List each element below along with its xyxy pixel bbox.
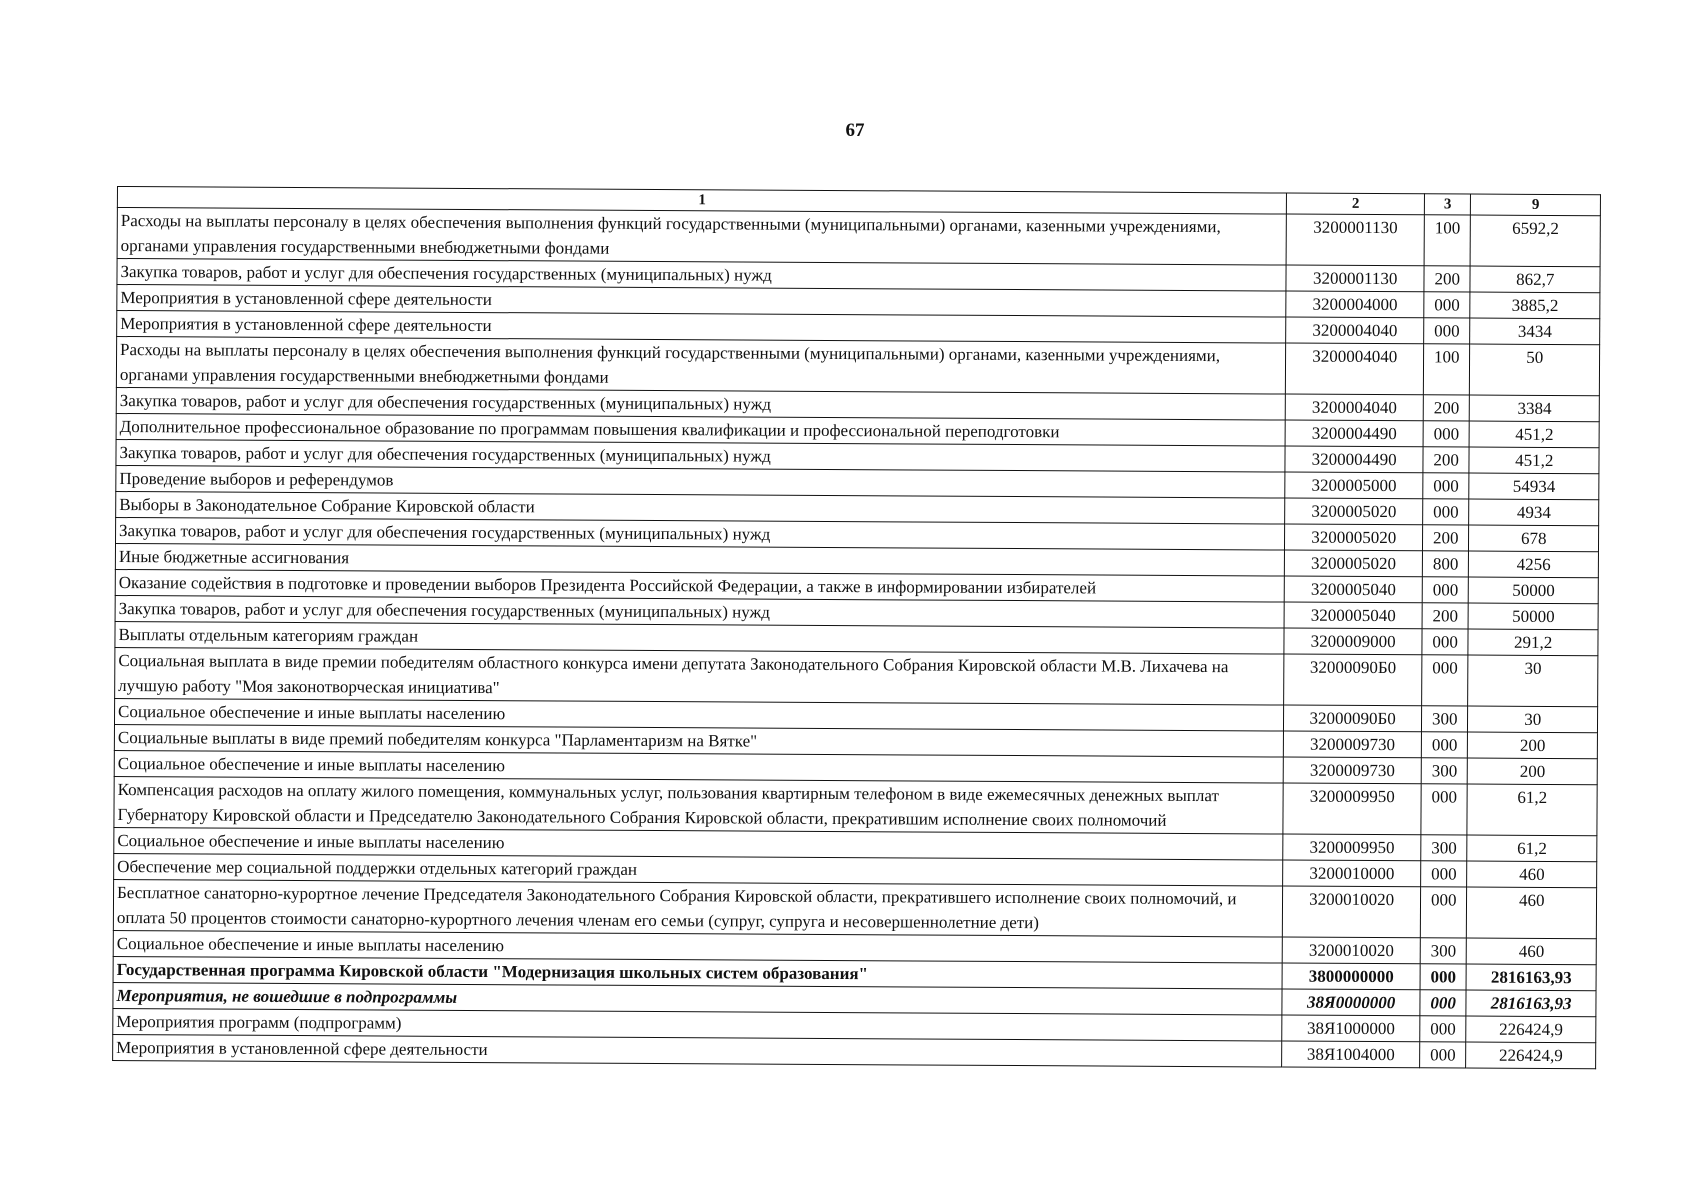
row-sum-cell: 50000 — [1469, 577, 1599, 604]
row-sum-cell: 6592,2 — [1471, 215, 1601, 267]
header-col-code: 2 — [1287, 193, 1425, 215]
row-name-cell: Государственная программа Кировской области "Модернизация школьных систем образования" — [113, 956, 1283, 989]
row-type-cell: 000 — [1424, 318, 1471, 344]
row-sum-cell: 4934 — [1469, 499, 1599, 526]
row-type-cell: 200 — [1423, 447, 1470, 473]
row-sum-cell: 50 — [1470, 344, 1600, 396]
row-name-cell: Мероприятия в установленной сфере деятельности — [117, 311, 1287, 344]
row-type-cell: 300 — [1421, 706, 1468, 732]
row-code-cell: 3200004040 — [1286, 343, 1424, 395]
row-code-cell: 3200004000 — [1286, 291, 1424, 318]
row-code-cell: 3200005040 — [1284, 602, 1422, 629]
row-sum-cell: 451,2 — [1470, 421, 1600, 448]
row-type-cell: 000 — [1420, 1016, 1467, 1042]
row-type-cell: 000 — [1423, 499, 1470, 525]
table-row — [116, 337, 1599, 396]
row-type-cell: 200 — [1422, 603, 1469, 629]
row-sum-cell: 2816163,93 — [1467, 964, 1597, 991]
row-code-cell: 3200005000 — [1285, 472, 1423, 499]
row-code-cell: 3200005020 — [1285, 550, 1423, 577]
row-code-cell: 3200001130 — [1286, 214, 1424, 266]
row-type-cell: 300 — [1420, 938, 1467, 964]
row-name-cell: Мероприятия в установленной сфере деятельности — [117, 285, 1287, 318]
row-type-cell: 200 — [1422, 525, 1469, 551]
row-type-cell: 000 — [1423, 421, 1470, 447]
row-code-cell: 38Я1000000 — [1282, 1015, 1420, 1042]
row-name-cell: Проведение выборов и референдумов — [116, 465, 1286, 498]
row-type-cell: 000 — [1421, 732, 1468, 758]
row-name-cell: Закупка товаров, работ и услуг для обеспечения государственных (муниципальных) нужд — [117, 259, 1287, 292]
row-name-cell: Дополнительное профессиональное образование по программам повышения квалификации и профессиональной переподготовки — [116, 413, 1286, 446]
row-sum-cell: 3384 — [1470, 395, 1600, 422]
row-name-cell: Социальная выплата в виде премии победителям областного конкурса имени депутата Законодательного Собрания Кировской области М.В. Лихачева на лучшую работу "Моя законотворческая инициатива" — [115, 647, 1285, 705]
row-name-cell: Обеспечение мер социальной поддержки отдельных категорий граждан — [114, 853, 1284, 886]
row-name-cell: Закупка товаров, работ и услуг для обеспечения государственных (муниципальных) нужд — [116, 387, 1286, 420]
row-code-cell: 3200009950 — [1283, 834, 1421, 861]
table-row — [114, 776, 1597, 835]
row-sum-cell: 226424,9 — [1466, 1042, 1596, 1069]
table-row — [115, 647, 1598, 706]
row-code-cell: 3200004040 — [1286, 317, 1424, 344]
row-code-cell: 3200010020 — [1283, 886, 1421, 938]
row-name-cell: Закупка товаров, работ и услуг для обеспечения государственных (муниципальных) нужд — [115, 595, 1285, 628]
row-code-cell: 3200001130 — [1286, 265, 1424, 292]
row-sum-cell: 678 — [1469, 525, 1599, 552]
row-sum-cell: 30 — [1468, 655, 1598, 707]
row-type-cell: 300 — [1421, 758, 1468, 784]
row-sum-cell: 2816163,93 — [1466, 990, 1596, 1017]
row-sum-cell: 200 — [1468, 732, 1598, 759]
row-name-cell: Компенсация расходов на оплату жилого помещения, коммунальных услуг, пользования квартирным телефоном в виде ежемесячных денежных выплат Губернатору Кировской области и Председателю Законодательного Собрания Кировской области, прекратившим исполнение своих полномочий — [114, 776, 1284, 834]
row-type-cell: 000 — [1422, 577, 1469, 603]
row-code-cell: 32000090Б0 — [1284, 705, 1422, 732]
row-sum-cell: 61,2 — [1467, 835, 1597, 862]
row-sum-cell: 30 — [1468, 706, 1598, 733]
row-code-cell: 38Я1004000 — [1282, 1041, 1420, 1068]
header-col-type: 3 — [1424, 194, 1471, 215]
row-type-cell: 300 — [1421, 835, 1468, 861]
row-name-cell: Иные бюджетные ассигнования — [115, 543, 1285, 576]
row-name-cell: Выборы в Законодательное Собрание Кировской области — [116, 491, 1286, 524]
row-sum-cell: 226424,9 — [1466, 1016, 1596, 1043]
table-row — [117, 208, 1600, 267]
row-type-cell: 000 — [1423, 473, 1470, 499]
row-code-cell: 3200010000 — [1283, 860, 1421, 887]
row-code-cell: 3200004490 — [1285, 420, 1423, 447]
row-type-cell: 000 — [1420, 1042, 1467, 1068]
row-sum-cell: 200 — [1468, 758, 1598, 785]
row-code-cell: 3200004040 — [1286, 394, 1424, 421]
row-sum-cell: 54934 — [1469, 473, 1599, 500]
row-name-cell: Социальное обеспечение и иные выплаты населению — [114, 698, 1284, 731]
row-code-cell: 3200005040 — [1285, 576, 1423, 603]
row-sum-cell: 3434 — [1470, 318, 1600, 345]
row-type-cell: 100 — [1424, 215, 1471, 266]
row-type-cell: 800 — [1422, 551, 1469, 577]
row-type-cell: 200 — [1423, 395, 1470, 421]
row-name-cell: Расходы на выплаты персоналу в целях обеспечения выполнения функций государственными (муниципальными) органами, казенными учреждениями, органами управления государственными внебюджетными фондами — [117, 208, 1287, 266]
row-type-cell: 000 — [1421, 861, 1468, 887]
row-code-cell: 3800000000 — [1282, 963, 1420, 990]
header-col-sum: 9 — [1471, 194, 1601, 216]
row-name-cell: Бесплатное санаторно-курортное лечение Председателя Законодательного Собрания Кировской области, прекратившего исполнение своих полномочий, и оплата 50 процентов стоимости санаторно-курортного лечения членам его семьи (супруг, супруга и несовершеннолетние дети) — [113, 879, 1283, 937]
row-name-cell: Социальное обеспечение и иные выплаты населению — [114, 827, 1284, 860]
row-code-cell: 3200009730 — [1284, 731, 1422, 758]
row-name-cell: Закупка товаров, работ и услуг для обеспечения государственных (муниципальных) нужд — [116, 517, 1286, 550]
row-sum-cell: 451,2 — [1469, 447, 1599, 474]
budget-table — [112, 186, 1601, 1069]
row-code-cell: 3200009950 — [1283, 783, 1421, 835]
row-name-cell: Закупка товаров, работ и услуг для обеспечения государственных (муниципальных) нужд — [116, 439, 1286, 472]
header-col-name: 1 — [117, 187, 1286, 215]
row-code-cell: 32000090Б0 — [1284, 654, 1422, 706]
row-code-cell: 3200009000 — [1284, 628, 1422, 655]
row-sum-cell: 460 — [1467, 861, 1597, 888]
row-code-cell: 38Я0000000 — [1282, 989, 1420, 1016]
table-row — [113, 879, 1596, 938]
row-type-cell: 000 — [1421, 784, 1468, 835]
row-type-cell: 000 — [1422, 655, 1469, 706]
row-code-cell: 3200004490 — [1285, 446, 1423, 473]
row-name-cell: Мероприятия программ (подпрограмм) — [113, 1008, 1283, 1041]
row-code-cell: 3200009730 — [1284, 757, 1422, 784]
row-name-cell: Мероприятия, не вошедшие в подпрограммы — [113, 982, 1283, 1015]
row-type-cell: 200 — [1424, 266, 1471, 292]
row-type-cell: 100 — [1423, 344, 1470, 395]
row-name-cell: Социальные выплаты в виде премий победителям конкурса "Парламентаризм на Вятке" — [114, 724, 1284, 757]
row-name-cell: Социальное обеспечение и иные выплаты населению — [113, 930, 1283, 963]
row-name-cell: Социальное обеспечение и иные выплаты населению — [114, 750, 1284, 783]
row-name-cell: Расходы на выплаты персоналу в целях обеспечения выполнения функций государственными (муниципальными) органами, казенными учреждениями, органами управления государственными внебюджетными фондами — [116, 337, 1286, 395]
row-name-cell: Мероприятия в установленной сфере деятельности — [113, 1034, 1283, 1067]
row-code-cell: 3200005020 — [1285, 524, 1423, 551]
row-type-cell: 000 — [1420, 964, 1467, 990]
row-sum-cell: 4256 — [1469, 551, 1599, 578]
row-sum-cell: 291,2 — [1468, 629, 1598, 656]
row-type-cell: 000 — [1422, 629, 1469, 655]
row-sum-cell: 3885,2 — [1470, 292, 1600, 319]
row-type-cell: 000 — [1420, 887, 1467, 938]
row-sum-cell: 460 — [1467, 887, 1597, 939]
page-number: 67 — [845, 120, 865, 141]
row-type-cell: 000 — [1424, 292, 1471, 318]
row-sum-cell: 862,7 — [1470, 266, 1600, 293]
table-body — [113, 208, 1601, 1069]
row-type-cell: 000 — [1420, 990, 1467, 1016]
row-sum-cell: 61,2 — [1467, 784, 1597, 836]
row-code-cell: 3200005020 — [1285, 498, 1423, 525]
row-sum-cell: 50000 — [1469, 603, 1599, 630]
row-name-cell: Оказание содействия в подготовке и проведении выборов Президента Российской Федерации, а также в информировании избирателей — [115, 569, 1285, 602]
row-code-cell: 3200010020 — [1283, 937, 1421, 964]
row-sum-cell: 460 — [1467, 938, 1597, 965]
row-name-cell: Выплаты отдельным категориям граждан — [115, 621, 1285, 654]
